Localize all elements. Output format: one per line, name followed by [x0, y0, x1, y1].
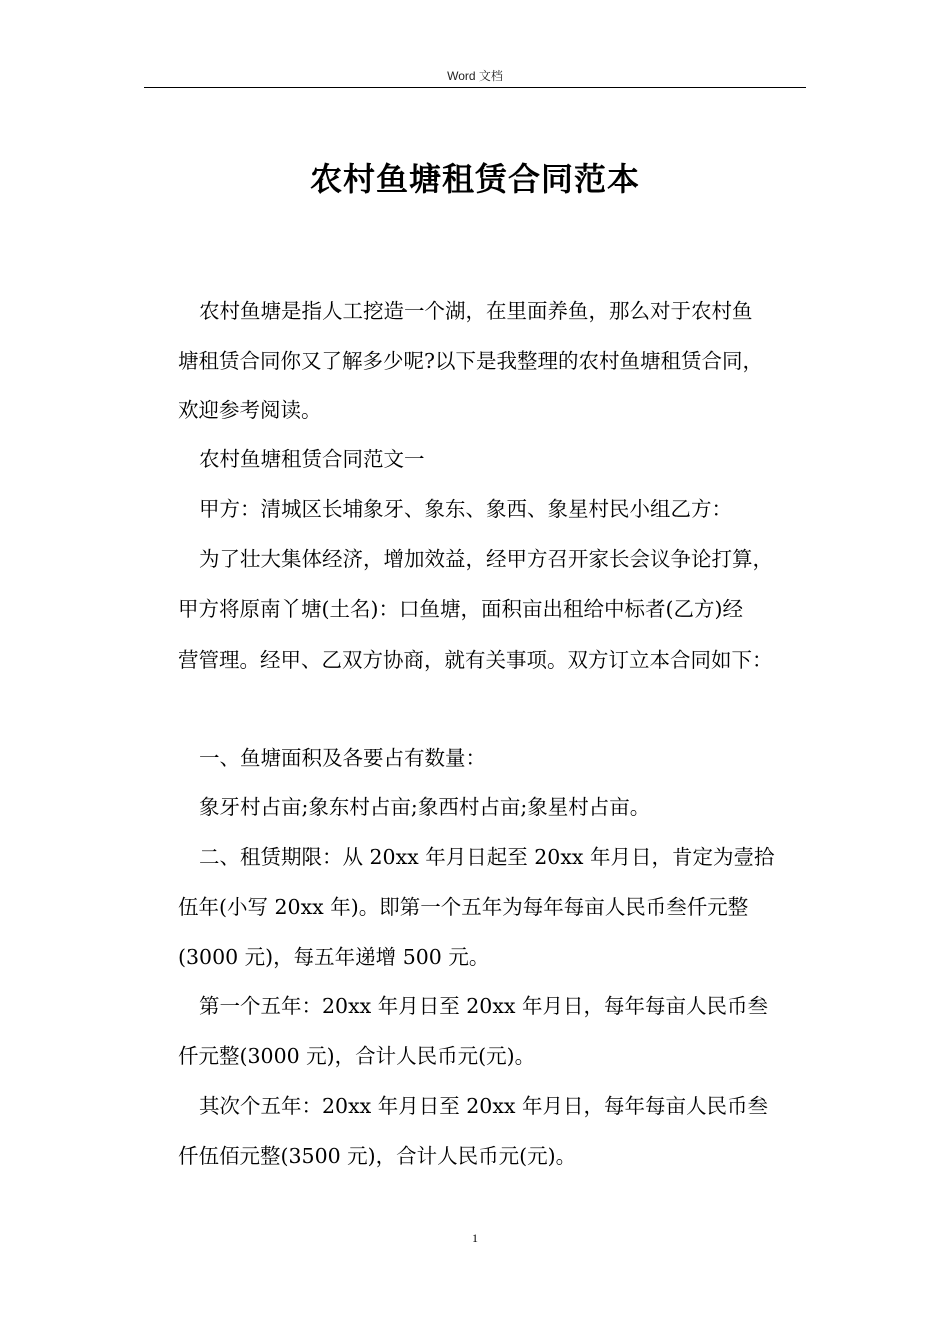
- first-period-line-1: 第一个五年：20xx 年月日至 20xx 年月日，每年每亩人民币叁: [199, 994, 768, 1018]
- clause-2-line-3: (3000 元)，每五年递增 500 元。: [178, 945, 490, 969]
- first-period-line-2: 仟元整(3000 元)，合计人民币元(元)。: [178, 1044, 536, 1068]
- clause-1-heading: 一、鱼塘面积及各要占有数量：: [199, 746, 486, 770]
- second-period-line-2: 仟伍佰元整(3500 元)，合计人民币元(元)。: [178, 1144, 577, 1168]
- preamble-line-3: 营管理。经甲、乙双方协商，就有关事项。双方订立本合同如下：: [178, 648, 773, 672]
- paragraph-intro-line-1: 农村鱼塘是指人工挖造一个湖，在里面养鱼，那么对于农村鱼: [199, 299, 753, 323]
- section-heading-sample-one: 农村鱼塘租赁合同范文一: [199, 447, 425, 471]
- clause-1-content: 象牙村占亩;象东村占亩;象西村占亩;象星村占亩。: [199, 795, 651, 819]
- paragraph-intro-line-2: 塘租赁合同你又了解多少呢?以下是我整理的农村鱼塘租赁合同，: [178, 349, 763, 373]
- paragraph-intro-line-3: 欢迎参考阅读。: [178, 398, 322, 422]
- clause-2-line-2: 伍年(小写 20xx 年)。即第一个五年为每年每亩人民币叁仟元整: [178, 895, 749, 919]
- preamble-line-1: 为了壮大集体经济，增加效益，经甲方召开家长会议争论打算，: [199, 547, 773, 571]
- second-period-line-1: 其次个五年：20xx 年月日至 20xx 年月日，每年每亩人民币叁: [199, 1094, 768, 1118]
- preamble-line-2: 甲方将原南丫塘(土名)：口鱼塘，面积亩出租给中标者(乙方)经: [178, 597, 743, 621]
- party-a-line: 甲方：清城区长埔象牙、象东、象西、象星村民小组乙方：: [199, 497, 732, 521]
- page-number: 1: [472, 1231, 478, 1245]
- document-title: 农村鱼塘租赁合同范本: [309, 160, 640, 198]
- page-header-label: Word 文档: [447, 69, 503, 83]
- clause-2-line-1: 二、租赁期限：从 20xx 年月日起至 20xx 年月日，肯定为壹拾: [199, 845, 775, 869]
- header-divider: [144, 87, 806, 88]
